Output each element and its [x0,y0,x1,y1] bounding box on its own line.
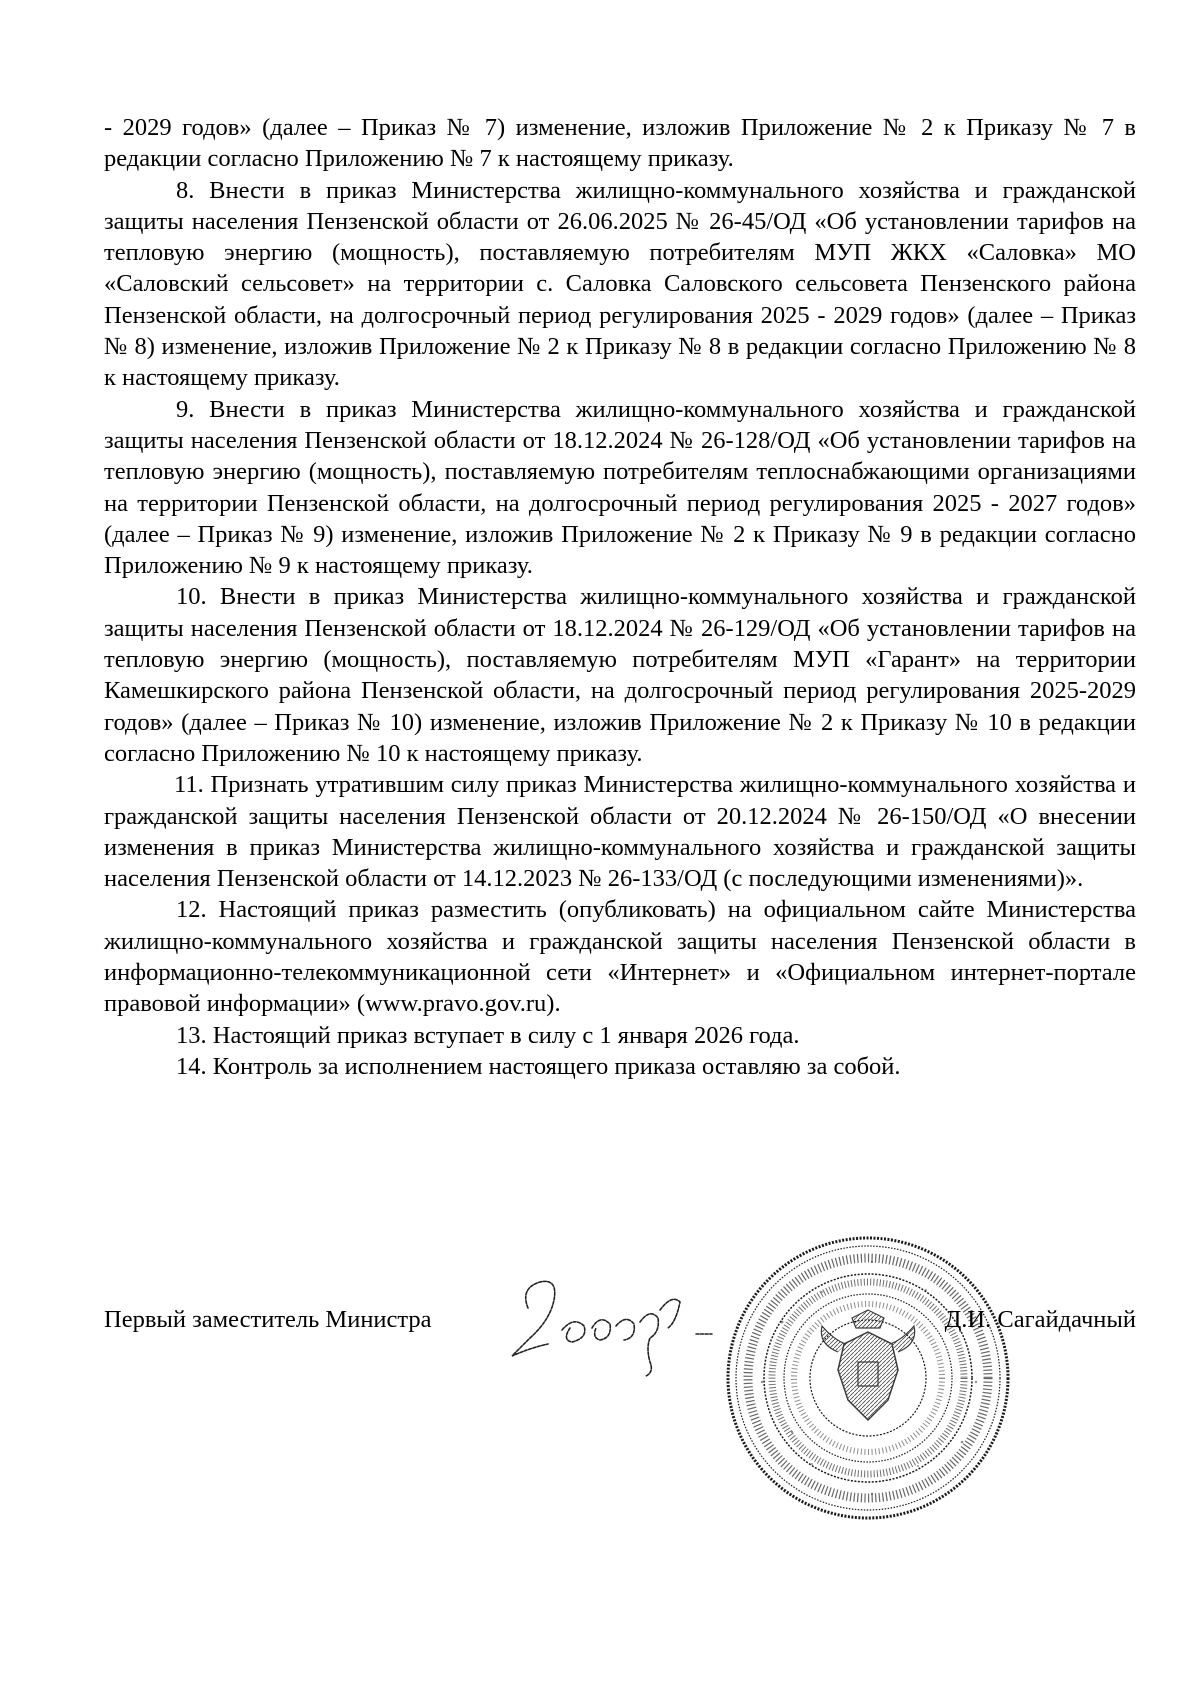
document-body [104,112,1136,1082]
paragraph-item-11: 11. Признать утратившим силу приказ Министерства жилищно-коммунального хозяйства и гражданской защиты населения Пензенской области от 20.12.2024 № 26-150/ОД «О внесении изменения в приказ Министерства жилищно-коммунального хозяйства и гражданской защиты населения Пензенской области от 14.12.2023 № 26-133/ОД (с последующими изменениями)». [104,771,1136,893]
signatory-position: Первый заместитель Министра [104,1306,432,1333]
official-seal-stamp [722,1232,1014,1524]
signature-block [104,1304,1136,1344]
paragraph-continuation-7: - 2029 годов» (далее – Приказ № 7) изменение, изложив Приложение № 2 к Приказу № 7 в редакции согласно Приложению № 7 к настоящему приказу. [104,114,1136,173]
paragraph-item-9: 9. Внести в приказ Министерства жилищно-коммунального хозяйства и гражданской защиты населения Пензенской области от 18.12.2024 № 26-128/ОД «Об установлении тарифов на тепловую энергию (мощность), поставляемую потребителям теплоснабжающими организациями на территории Пензенской области, на долгосрочный период регулирования 2025 - 2027 годов» (далее – Приказ № 9) изменение, изложив Приложение № 2 к Приказу № 9 в редакции согласно Приложению № 9 к настоящему приказу. [104,395,1136,580]
paragraph-item-14: 14. Контроль за исполнением настоящего приказа оставляю за собой. [176,1052,901,1080]
paragraph-item-12: 12. Настоящий приказ разместить (опубликовать) на официальном сайте Министерства жилищно-коммунального хозяйства и гражданской защиты населения Пензенской области в информационно-телекоммуникационной сети «Интернет» и «Официальном интернет-портале правовой информации» (www.pravo.gov.ru). [104,896,1136,1018]
paragraph-item-13: 13. Настоящий приказ вступает в силу с 1 января 2026 года. [176,1021,800,1049]
paragraph-item-8: 8. Внести в приказ Министерства жилищно-коммунального хозяйства и гражданской защиты населения Пензенской области от 26.06.2025 № 26-45/ОД «Об установлении тарифов на тепловую энергию (мощность), поставляемую потребителям МУП ЖКХ «Саловка» МО «Саловский сельсовет» на территории с. Саловка Саловского сельсовета Пензенского района Пензенской области, на долгосрочный период регулирования 2025 - 2029 годов» (далее – Приказ № 8) изменение, изложив Приложение № 2 к Приказу № 8 в редакции согласно Приложению № 8 к настоящему приказу. [104,176,1136,392]
signatory-name: Д.И. Сагайдачный [944,1306,1136,1333]
paragraph-item-10: 10. Внести в приказ Министерства жилищно-коммунального хозяйства и гражданской защиты населения Пензенской области от 18.12.2024 № 26-129/ОД «Об установлении тарифов на тепловую энергию (мощность), поставляемую потребителям МУП «Гарант» на территории Камешкирского района Пензенской области, на долгосрочный период регулирования 2025-2029 годов» (далее – Приказ № 10) изменение, изложив Приложение № 2 к Приказу № 10 в редакции согласно Приложению № 10 к настоящему приказу. [104,583,1136,767]
